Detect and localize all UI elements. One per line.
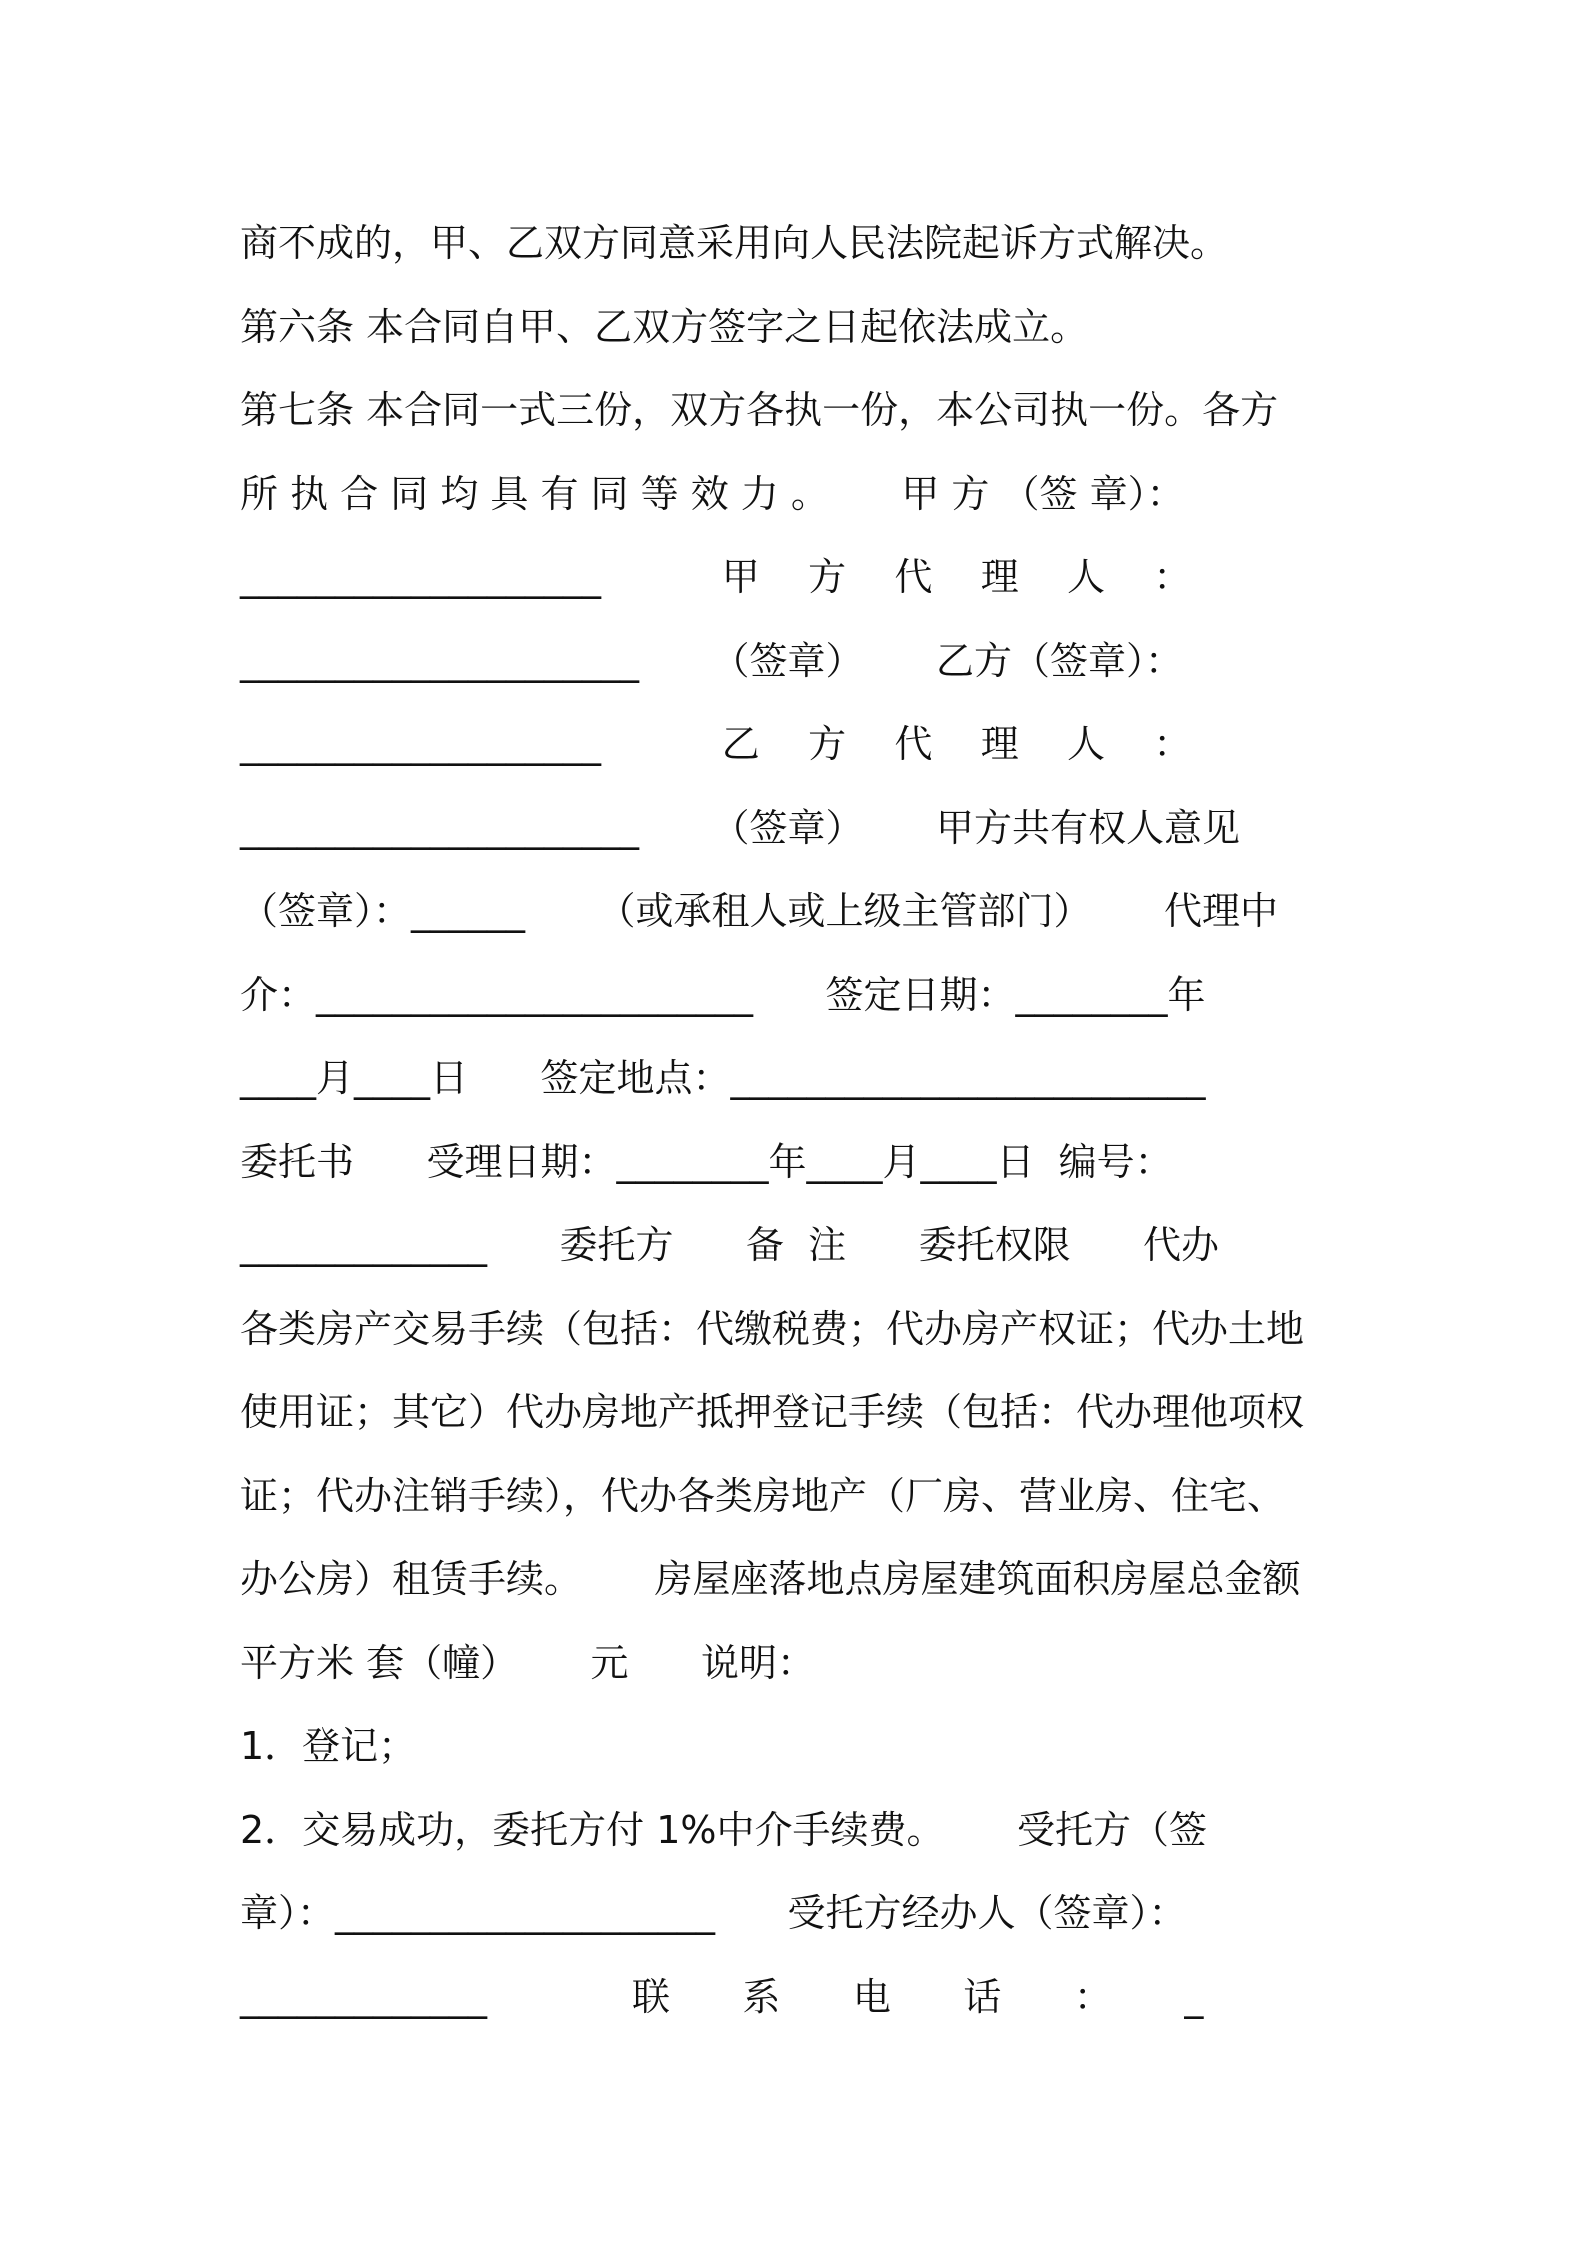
text-line <box>240 536 1355 620</box>
text-line <box>240 286 1355 370</box>
text-line <box>240 202 1355 286</box>
text-line-content: 证；代办注销手续），代办各类房地产（厂房、营业房、住宅、 <box>240 1473 1286 1518</box>
text-line <box>240 453 1355 537</box>
text-line-content: （签章）：______ （或承租人或上级主管部门） 代理中 <box>240 889 1278 933</box>
text-line-content: 1．登记； <box>240 1724 417 1768</box>
text-line-content: 使用证；其它）代办房地产抵押登记手续（包括：代办理他项权 <box>240 1390 1305 1434</box>
text-line-content: 商不成的，甲、乙双方同意采用向人民法院起诉方式解决。 <box>240 221 1229 265</box>
text-line <box>240 870 1355 954</box>
text-line <box>240 369 1355 453</box>
text-line <box>240 1538 1355 1622</box>
text-line <box>240 954 1355 1038</box>
text-line <box>240 1705 1355 1789</box>
text-line-content: _____________________ （签章） 甲方共有权人意见 <box>240 805 1240 850</box>
text-line <box>240 1455 1355 1539</box>
text-line-content: 介：_______________________ 签定日期：________年 <box>240 972 1206 1017</box>
text-line-content: ___________________ 乙 方 代 理 人 ： <box>240 722 1192 766</box>
text-line-content: _____________ 联 系 电 话 ： _ <box>240 1974 1204 2019</box>
text-line-content: 2．交易成功，委托方付 1%中介手续费。 受托方（签 <box>240 1807 1208 1852</box>
text-line <box>240 1789 1355 1873</box>
text-line <box>240 1288 1355 1372</box>
text-line-content: 章）：____________________ 受托方经办人（签章）： <box>240 1891 1187 1935</box>
text-line-content: 委托书 受理日期：________年____月____日 编号： <box>240 1139 1173 1184</box>
text-line <box>240 620 1355 704</box>
text-line-content: 各类房产交易手续（包括：代缴税费；代办房产权证；代办土地 <box>240 1306 1305 1351</box>
text-line-content: 办公房）租赁手续。 房屋座落地点房屋建筑面积房屋总金额 <box>240 1557 1301 1601</box>
text-line-content: 第六条 本合同自甲、乙双方签字之日起依法成立。 <box>240 304 1089 349</box>
text-line <box>240 787 1355 871</box>
text-line <box>240 1037 1355 1121</box>
contract-text-block <box>240 202 1355 2039</box>
text-line <box>240 703 1355 787</box>
text-line-content: 所 执 合 同 均 具 有 同 等 效 力 。 甲 方 （签 章）： <box>240 471 1185 516</box>
text-line <box>240 1121 1355 1205</box>
text-line <box>240 1956 1355 2040</box>
text-line <box>240 1204 1355 1288</box>
text-line-content: 第七条 本合同一式三份，双方各执一份，本公司执一份。各方 <box>240 388 1279 432</box>
text-line-content: ____月____日 签定地点：_________________________ <box>240 1056 1206 1100</box>
text-line <box>240 1371 1355 1455</box>
text-line <box>240 1872 1355 1956</box>
text-line-content: 平方米 套（幢） 元 说明： <box>240 1640 816 1685</box>
text-line-content: _____________________ （签章） 乙方（签章）： <box>240 638 1183 683</box>
text-line-content: _____________ 委托方 备 注 委托权限 代办 <box>240 1223 1220 1267</box>
text-line-content: ___________________ 甲 方 代 理 人 ： <box>240 555 1192 599</box>
text-line <box>240 1622 1355 1706</box>
